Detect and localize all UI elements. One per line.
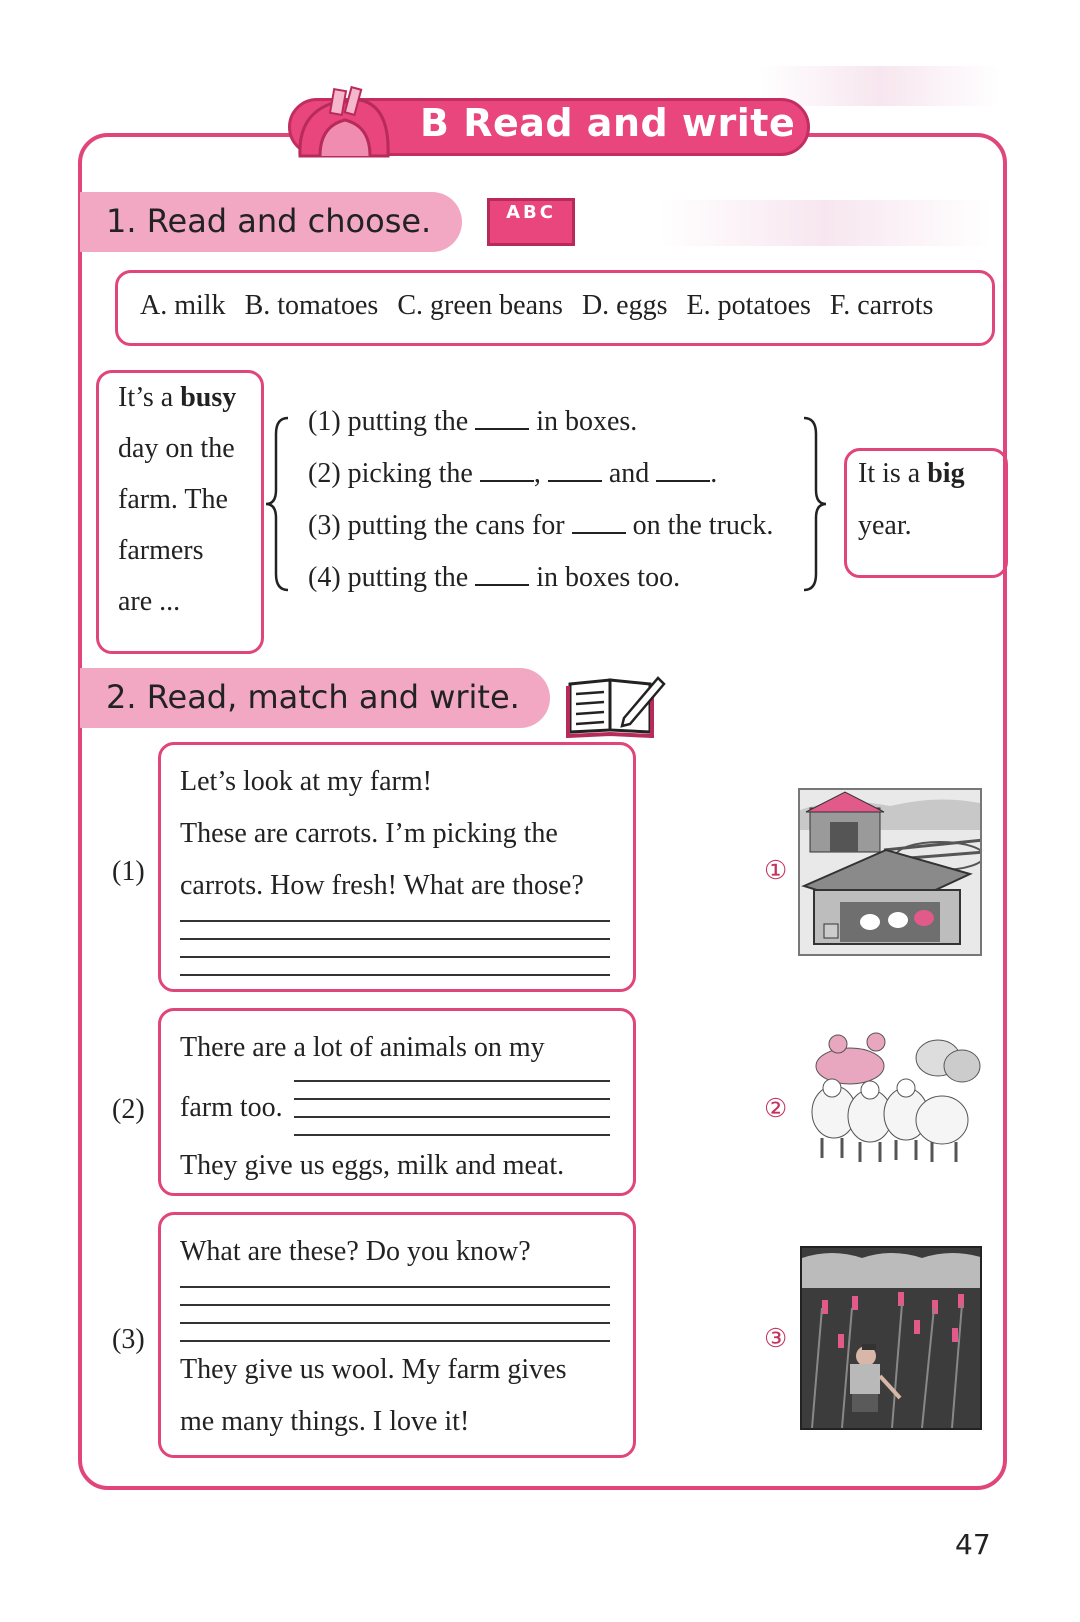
section1-title: 1. Read and choose.	[106, 202, 432, 240]
page-title: B Read and write	[420, 101, 796, 145]
card-number: (1)	[112, 856, 145, 887]
backpack-icon	[290, 86, 400, 171]
card-line: farm too.	[180, 1092, 283, 1123]
result-line: year.	[858, 510, 912, 541]
section2-title: 2. Read, match and write.	[106, 678, 520, 716]
card-number: (3)	[112, 1324, 145, 1355]
option: B. tomatoes	[244, 290, 379, 321]
answer-blank[interactable]	[548, 458, 602, 482]
item-4: (4) putting the in boxes too.	[308, 562, 681, 593]
context-line: It’s a busy	[118, 382, 237, 413]
card-line: me many things. I love it!	[180, 1406, 470, 1437]
card-line: These are carrots. I’m picking the	[180, 818, 558, 849]
writing-line[interactable]	[294, 1134, 610, 1136]
right-brace	[800, 414, 830, 599]
boy-picking-vegetables-picture	[800, 1246, 982, 1430]
writing-line[interactable]	[180, 1322, 610, 1324]
writing-line[interactable]	[180, 956, 610, 958]
option: D. eggs	[581, 290, 668, 321]
answer-blank[interactable]	[656, 458, 710, 482]
writing-line[interactable]	[180, 1340, 610, 1342]
card-line: They give us wool. My farm gives	[180, 1354, 567, 1385]
writing-line[interactable]	[180, 938, 610, 940]
writing-line[interactable]	[180, 974, 610, 976]
option: F. carrots	[829, 290, 934, 321]
card-number: (2)	[112, 1094, 145, 1125]
answer-blank[interactable]	[572, 510, 626, 534]
writing-line[interactable]	[294, 1080, 610, 1082]
result-line: It is a big	[858, 458, 965, 489]
farm-barn-chickens-picture	[798, 788, 982, 956]
writing-line[interactable]	[180, 1286, 610, 1288]
decor-fade	[760, 66, 1000, 106]
emphasis-word: big	[927, 458, 965, 489]
writing-line[interactable]	[294, 1116, 610, 1118]
card-line: Let’s look at my farm!	[180, 766, 432, 797]
sheep-picture	[808, 1030, 982, 1180]
card-line: What are these? Do you know?	[180, 1236, 531, 1267]
picture-marker: ②	[764, 1094, 788, 1123]
writing-line[interactable]	[180, 920, 610, 922]
option: C. green beans	[397, 290, 563, 321]
context-line: are ...	[118, 586, 181, 617]
options-list	[140, 290, 945, 322]
item-2: (2) picking the , and .	[308, 458, 718, 489]
writing-line[interactable]	[294, 1098, 610, 1100]
answer-blank[interactable]	[475, 406, 529, 430]
book-pencil-icon	[566, 672, 666, 743]
picture-marker: ①	[764, 856, 788, 885]
answer-blank[interactable]	[480, 458, 534, 482]
writing-line[interactable]	[180, 1304, 610, 1306]
abc-badge: ABC	[487, 198, 575, 246]
card-line: carrots. How fresh! What are those?	[180, 870, 584, 901]
context-line: farm. The	[118, 484, 228, 515]
context-line: farmers	[118, 535, 204, 566]
emphasis-word: busy	[180, 382, 237, 413]
option: E. potatoes	[686, 290, 811, 321]
card-line: There are a lot of animals on my	[180, 1032, 545, 1063]
item-3: (3) putting the cans for on the truck.	[308, 510, 774, 541]
answer-blank[interactable]	[475, 562, 529, 586]
option: A. milk	[140, 290, 226, 321]
picture-marker: ③	[764, 1324, 788, 1353]
item-1: (1) putting the in boxes.	[308, 406, 638, 437]
context-line: day on the	[118, 433, 235, 464]
left-brace	[262, 414, 292, 599]
card-line: They give us eggs, milk and meat.	[180, 1150, 565, 1181]
page-number: 47	[955, 1528, 991, 1561]
